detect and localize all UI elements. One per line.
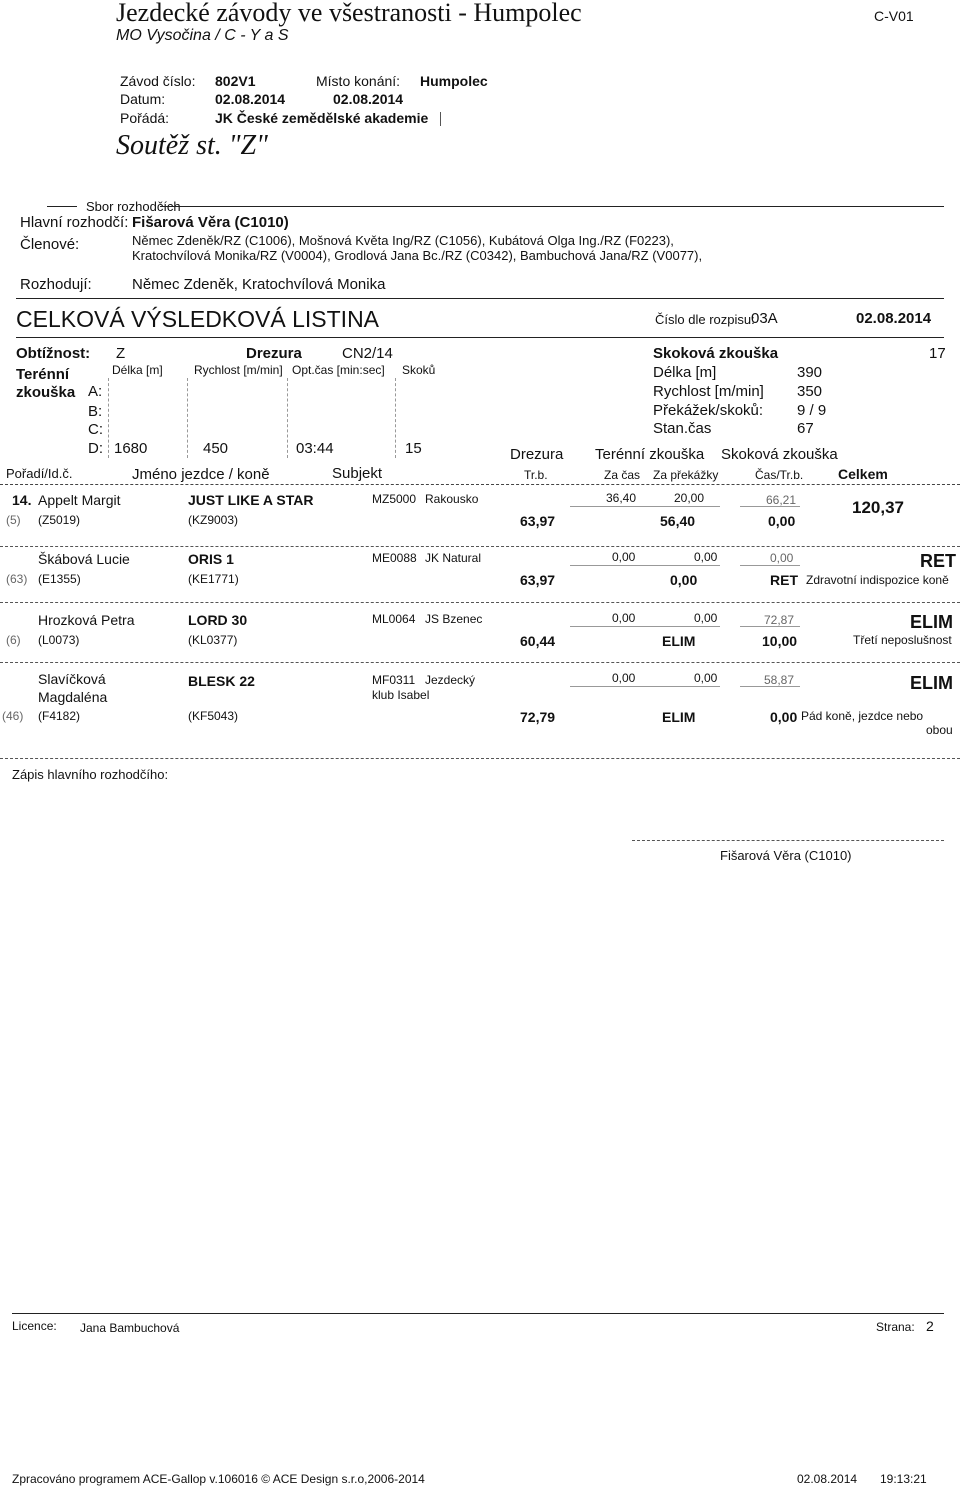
row-rider-id: (Z5019): [38, 513, 81, 527]
row-dressage: 63,97: [520, 572, 556, 588]
row-subject-name: JK Natural: [425, 551, 482, 565]
sj-time: 67: [797, 420, 814, 437]
row-xc-time: 36,40: [606, 491, 637, 505]
license-rule: [12, 1313, 944, 1314]
date-label: Datum:: [120, 91, 166, 107]
col-jumps: Skoků: [402, 363, 436, 377]
row-note: Třetí neposlušnost: [853, 633, 952, 647]
row-sj-total: 0,00: [770, 709, 798, 725]
page-subtitle: MO Vysočina / C - Y a S: [116, 27, 289, 44]
row-xc-rule: [570, 565, 720, 566]
spec-divider-3: [287, 378, 288, 458]
row-rider-id: (F4182): [38, 709, 81, 723]
row-xc-total: 56,40: [660, 513, 696, 529]
row-horse: LORD 30: [188, 612, 248, 628]
phase-a: A:: [88, 383, 103, 400]
chief-notes-label: Zápis hlavního rozhodčího:: [12, 767, 169, 782]
dressage-test: CN2/14: [342, 345, 393, 362]
row-sj-rule: [740, 626, 800, 627]
dressage-label: Drezura: [246, 345, 302, 362]
row-xc-jumps: 0,00: [694, 611, 718, 625]
col-length: Délka [m]: [112, 363, 163, 377]
row-xc-total: ELIM: [662, 633, 696, 649]
col-terenni: Terénní zkouška: [595, 446, 705, 463]
col-celkem: Celkem: [838, 466, 888, 482]
members-line2: Kratochvílová Monika/RZ (V0004), Grodlová Jana Bc./RZ (C0342), Bambuchová Jana/RZ (V0077),: [132, 248, 703, 263]
sj-length-label: Délka [m]: [653, 364, 717, 381]
row-xc-total: ELIM: [662, 709, 696, 725]
row-xc-rule: [570, 506, 720, 507]
row-subject-code: ME0088: [372, 551, 417, 565]
row-horse-id: (KF5043): [188, 709, 239, 723]
row-separator: [0, 546, 960, 547]
members-line1: Němec Zdeněk/RZ (C1006), Mošnová Květa Ing/RZ (C1056), Kubátová Olga Ing./RZ (F0223),: [132, 233, 674, 248]
sj-speed: 350: [797, 383, 823, 400]
jury-section-label: Sbor rozhodčích: [86, 199, 181, 214]
xc-label-2: zkouška: [16, 384, 76, 401]
row-note: Zdravotní indispozice koně: [806, 573, 949, 587]
row-horse: ORIS 1: [188, 551, 234, 567]
chief-judge: Fišarová Věra (C1010): [132, 214, 289, 231]
row-rider-line2: Magdaléna: [38, 689, 108, 705]
spec-divider-4: [395, 378, 396, 458]
row-note-line2: obou: [926, 723, 953, 737]
organizer-label: Pořádá:: [120, 110, 170, 126]
sj-time-label: Stan.čas: [653, 420, 712, 437]
row-sj-rule: [740, 686, 800, 687]
row-subject-name: JS Bzenec: [425, 612, 483, 626]
columns-rule: [0, 484, 960, 485]
row-sj-time: 66,21: [766, 493, 797, 507]
row-rider: Slavíčková: [38, 671, 106, 687]
row-rider-id: (L0073): [38, 633, 80, 647]
row-subject-code: ML0064: [372, 612, 416, 626]
row-horse-id: (KZ9003): [188, 513, 239, 527]
sj-number: 17: [929, 345, 946, 362]
d-opt-time: 03:44: [296, 440, 334, 457]
row-xc-time: 0,00: [612, 671, 636, 685]
race-no: 802V1: [215, 73, 256, 89]
row-subject-name: Jezdecký: [425, 673, 476, 687]
difficulty-label: Obtížnost:: [16, 345, 91, 362]
row-xc-total: 0,00: [670, 572, 698, 588]
date-from: 02.08.2014: [215, 91, 286, 107]
col-drezura: Drezura: [510, 446, 564, 463]
col-castrb: Čas/Tr.b.: [755, 468, 804, 482]
print-date: 02.08.2014: [797, 1472, 858, 1486]
row-sj-time: 0,00: [770, 551, 794, 565]
row-start-no: (6): [6, 633, 21, 647]
signature-name: Fišarová Věra (C1010): [720, 848, 852, 863]
row-dressage: 63,97: [520, 513, 556, 529]
col-speed: Rychlost [m/min]: [194, 363, 283, 377]
row-total: ELIM: [910, 673, 953, 693]
software-credit: Zpracováno programem ACE-Gallop v.106016 © ACE Design s.r.o,2006-2014: [12, 1472, 425, 1486]
row-subject-name: Rakousko: [425, 492, 479, 506]
jury-bottom-rule: [16, 298, 944, 299]
col-zacas: Za čas: [604, 468, 641, 482]
row-xc-jumps: 20,00: [674, 491, 705, 505]
row-sj-rule: [740, 565, 800, 566]
place: Humpolec: [420, 73, 488, 89]
row-horse-id: (KL0377): [188, 633, 238, 647]
row-total: RET: [920, 551, 956, 571]
results-title: CELKOVÁ VÝSLEDKOVÁ LISTINA: [16, 306, 380, 332]
row-start-no: (63): [6, 572, 28, 586]
row-note: Pád koně, jezdce nebo: [801, 709, 924, 723]
sj-obstacles-label: Překážek/skoků:: [653, 402, 764, 419]
d-length: 1680: [114, 440, 148, 457]
row-rider: Hrozková Petra: [38, 612, 135, 628]
row-sj-total: 0,00: [768, 513, 796, 529]
organizer: JK České zemědělské akademie: [215, 110, 429, 126]
deciding-label: Rozhodují:: [20, 276, 92, 293]
row-sj-time: 72,87: [764, 613, 795, 627]
row-horse-id: (KE1771): [188, 572, 239, 586]
col-opt-time: Opt.čas [min:sec]: [292, 363, 385, 377]
row-xc-jumps: 0,00: [694, 671, 718, 685]
competition-name: Soutěž st. "Z": [116, 130, 268, 161]
row-dressage: 72,79: [520, 709, 556, 725]
col-skokova: Skoková zkouška: [721, 446, 838, 463]
results-title-rule: [16, 337, 944, 338]
row-sj-total: RET: [770, 572, 798, 588]
row-xc-rule: [570, 686, 720, 687]
license-label: Licence:: [12, 1319, 57, 1333]
row-separator: [0, 662, 960, 663]
col-jmeno: Jméno jezdce / koně: [132, 466, 270, 483]
row-xc-jumps: 0,00: [694, 550, 718, 564]
row-total: ELIM: [910, 612, 953, 632]
row-separator: [0, 602, 960, 603]
row-sj-rule: [740, 506, 800, 507]
row-start-no: (5): [6, 513, 21, 527]
jury-rule-right: [160, 206, 944, 207]
row-dressage: 60,44: [520, 633, 556, 649]
row-horse: JUST LIKE A STAR: [188, 492, 314, 508]
page-number: 2: [926, 1318, 934, 1334]
row-horse: BLESK 22: [188, 673, 255, 689]
page-title: Jezdecké závody ve všestranosti - Humpolec: [116, 0, 582, 27]
row-rider-id: (E1355): [38, 572, 81, 586]
place-label: Místo konání:: [316, 73, 401, 89]
phase-d: D:: [88, 440, 103, 457]
row-xc-time: 0,00: [612, 550, 636, 564]
row-subject-code: MF0311: [372, 673, 416, 687]
organizer-marker: [440, 112, 441, 126]
row-subject-name-line2: klub Isabel: [372, 688, 430, 702]
difficulty: Z: [116, 345, 126, 362]
row-rider: Appelt Margit: [38, 492, 121, 508]
spec-divider-1: [108, 378, 109, 458]
chief-judge-label: Hlavní rozhodčí:: [20, 214, 129, 231]
jury-rule-left: [47, 206, 77, 207]
row-sj-time: 58,87: [764, 673, 795, 687]
row-start-no: (46): [2, 709, 24, 723]
row-rider: Škábová Lucie: [38, 551, 130, 567]
schedule-no: 03A: [751, 310, 778, 327]
row-total: 120,37: [852, 498, 904, 517]
row-separator: [0, 758, 960, 759]
col-subjekt: Subjekt: [332, 465, 383, 482]
date-to: 02.08.2014: [333, 91, 404, 107]
row-subject-code: MZ5000: [372, 492, 417, 506]
col-zaprekazky: Za překážky: [653, 468, 719, 482]
phase-c: C:: [88, 421, 103, 438]
license-holder: Jana Bambuchová: [80, 1321, 180, 1335]
col-trb: Tr.b.: [524, 468, 548, 482]
row-rank: 14.: [12, 492, 32, 508]
xc-label-1: Terénní: [16, 366, 70, 383]
sj-speed-label: Rychlost [m/min]: [653, 383, 764, 400]
form-code: C-V01: [874, 8, 914, 24]
sj-length: 390: [797, 364, 823, 381]
row-xc-time: 0,00: [612, 611, 636, 625]
race-no-label: Závod číslo:: [120, 73, 196, 89]
deciding-judges: Němec Zdeněk, Kratochvílová Monika: [132, 276, 386, 293]
schedule-label: Číslo dle rozpisu:: [655, 312, 755, 327]
sj-obstacles: 9 / 9: [797, 402, 827, 419]
sj-label: Skoková zkouška: [653, 345, 779, 362]
col-poradi: Pořadí/Id.č.: [6, 466, 73, 481]
page-label: Strana:: [876, 1320, 915, 1334]
d-speed: 450: [203, 440, 229, 457]
row-xc-rule: [570, 626, 720, 627]
members-label: Členové:: [20, 236, 80, 253]
print-time: 19:13:21: [880, 1472, 927, 1486]
phase-b: B:: [88, 403, 103, 420]
row-sj-total: 10,00: [762, 633, 798, 649]
spec-divider-2: [187, 378, 188, 458]
results-date: 02.08.2014: [856, 310, 932, 327]
d-jumps: 15: [405, 440, 422, 457]
signature-line: [632, 840, 944, 841]
